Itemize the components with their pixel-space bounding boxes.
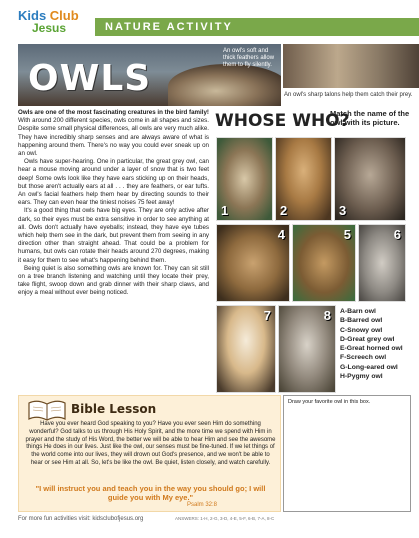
- owl-picture-3: [334, 137, 406, 221]
- answer-list: [340, 307, 418, 381]
- owl-picture-8: [278, 305, 336, 393]
- bible-lesson-title: Bible Lesson: [71, 402, 157, 416]
- page-header: [0, 0, 419, 42]
- article-p1-text: With around 200 different species, owls come in all shapes and sizes. Despite some small physical differences, all owls are very much alike. They have incredibly sharp senses and are always aware of what is happening around them. There's no way you could ever sneak up on an owl.: [18, 117, 209, 158]
- owl-picture-1: [216, 137, 273, 221]
- footer-website: For more fun activities visit: kidsclubofjesus.org: [18, 516, 144, 522]
- logo-kids-text: Kids: [18, 8, 47, 23]
- article-paragraph-2: Owls have super-hearing. One in particular, the great grey owl, can hear a mouse moving around under a layer of snow that is two feet deep! Some owls look like they have ears sticking up on their heads, but those aren't actually ears at all . . . they are feathers, or ear tufts. An owl's facial feathers help them hear by directing sounds to their ears. They can even hear the tiniest noises 75 feet away!: [18, 158, 209, 207]
- bible-lesson-box: [18, 395, 281, 512]
- owl-talons-image: [283, 44, 419, 88]
- nature-activity-banner: NATURE ACTIVITY: [95, 18, 419, 36]
- picture-number: 5: [343, 227, 351, 242]
- picture-number: 6: [393, 227, 401, 242]
- verse-reference: Psalm 32:8: [187, 502, 218, 508]
- owl-article: [18, 109, 209, 298]
- article-paragraph-1: [18, 109, 209, 158]
- owl-picture-6: [358, 224, 406, 302]
- page-title: OWLS: [28, 58, 152, 99]
- picture-number: 8: [323, 308, 331, 323]
- answer-item: C-Snowy owl: [340, 326, 383, 334]
- picture-number: 1: [221, 203, 229, 218]
- answer-item: D-Great grey owl: [340, 335, 395, 343]
- quiz-title: WHOSE WHO?: [215, 111, 350, 131]
- answer-item: E-Great horned owl: [340, 345, 403, 353]
- talons-caption: An owl's sharp talons help them catch their prey.: [284, 92, 413, 98]
- owl-picture-7: [216, 305, 276, 393]
- logo-club-text: Club: [49, 8, 79, 23]
- answer-item: F-Screech owl: [340, 354, 387, 362]
- bible-verse: "I will instruct you and teach you in the way you should go; I will guide you with My eye.": [35, 484, 266, 502]
- owl-wing-image: [168, 64, 281, 106]
- answer-item: H-Pygmy owl: [340, 373, 383, 381]
- answer-item: G-Long-eared owl: [340, 363, 398, 371]
- owl-picture-4: [216, 224, 290, 302]
- article-paragraph-4: Being quiet is also something owls are known for. They can sit still on a tree branch listening and watching until they locate their prey, take flight, swoop down and grab dinner with their sharp claws, and enjoy a meal without ever being noticed.: [18, 264, 209, 297]
- quiz-instructions: Match the name of the owl with its picture.: [330, 109, 410, 127]
- picture-number: 7: [263, 308, 271, 323]
- footer-answers: ANSWERS: 1-H, 2-G, 3-D, 4-E, 5-F, 6-B, 7-A, 8-C: [175, 516, 275, 521]
- owl-photo-strip: [18, 44, 281, 106]
- answer-item: B-Barred owl: [340, 317, 383, 325]
- owl-picture-5: [292, 224, 356, 302]
- feathers-caption: An owl's soft and thick feathers allow them to fly silently.: [223, 48, 275, 68]
- open-book-icon: [27, 399, 67, 421]
- picture-number: 4: [277, 227, 285, 242]
- bible-lesson-text: Have you ever heard God speaking to you? Have you ever seen Him do something wonderful? God talks to us through His Holy Spirit, and the more time we spend with Him in prayer and the study of His Word, the better we will be able to hear Him and see the awesome things He does in our lives. Just like the owl, our senses must be fine-tuned. If we let things of the world come into our lives, they will drown out God's presence, and we won't be able to hear or see Him at all. So, let's be like the owl. Be quiet, listen closely, and watch carefully.: [25, 421, 276, 466]
- article-lead: Owls are one of the most fascinating creatures in the bird family!: [18, 109, 209, 116]
- drawing-area[interactable]: [283, 395, 411, 512]
- kids-club-jesus-logo: [18, 10, 79, 34]
- owl-picture-2: [275, 137, 332, 221]
- picture-number: 2: [280, 203, 288, 218]
- article-paragraph-3: It's a good thing that owls have big eyes. They are only active after dark, so their eyes must be extra sensitive in order to see anything at all. Owls don't actually have eyeballs; instead, they have eye tubes which help them see in the dark, but prevent them from seeing in any direction other than straight ahead. That could be a problem for humans, but owls can rotate their heads around 270 degrees, making it easy for them to see what's happening behind them.: [18, 207, 209, 264]
- drawing-instructions: Draw your favorite owl in this box.: [288, 399, 371, 405]
- logo-jesus-text: Jesus: [32, 21, 67, 35]
- answer-item: A-Barn owl: [340, 308, 376, 315]
- picture-number: 3: [339, 203, 347, 218]
